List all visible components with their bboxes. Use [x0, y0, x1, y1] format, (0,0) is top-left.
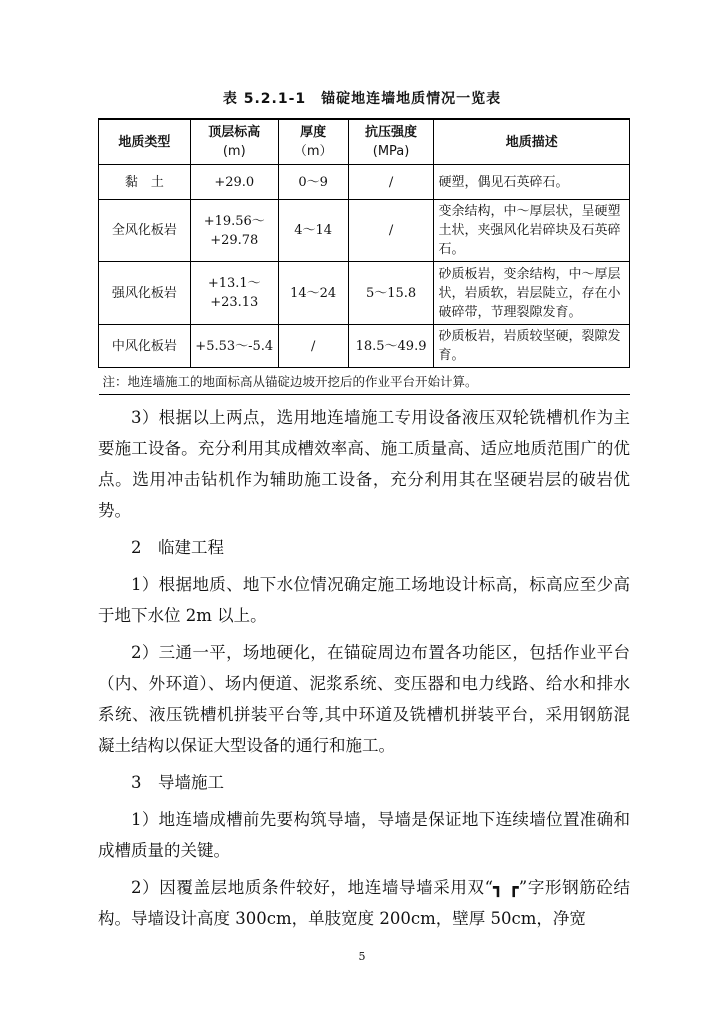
cell-type: 中风化板岩 — [99, 325, 191, 368]
cell-desc: 变余结构，中～厚层状，呈硬塑土状，夹强风化岩碎块及石英碎石。 — [434, 200, 630, 262]
cell-desc: 砂质板岩，变余结构，中～厚层状，岩质软，岩层陡立，存在小破碎带，节理裂隙发育。 — [434, 262, 630, 325]
cell-type: 黏 土 — [99, 165, 191, 200]
cell-strength: 18.5～49.9 — [348, 325, 434, 368]
paragraph: 2）因覆盖层地质条件较好，地连墙导墙采用双“┓ ┏”字形钢筋砼结构。导墙设计高度 300cm，单肢宽度 200cm，壁厚 50cm，净宽 — [98, 878, 630, 928]
header-thickness: 厚度 （m） — [278, 119, 348, 165]
table-header-row — [99, 119, 630, 165]
table-row — [99, 200, 630, 262]
header-desc: 地质描述 — [434, 119, 630, 165]
cell-type: 全风化板岩 — [99, 200, 191, 262]
cell-desc: 硬塑，偶见石英碎石。 — [434, 165, 630, 200]
cell-top: +5.53～-5.4 — [190, 325, 278, 368]
cell-top: +13.1～+23.13 — [190, 262, 278, 325]
table-row — [99, 165, 630, 200]
cell-strength: 5～15.8 — [348, 262, 434, 325]
page-number: 5 — [358, 950, 366, 963]
paragraph: 3）根据以上两点，选用地连墙施工专用设备液压双轮铣槽机作为主要施工设备。充分利用其成槽效率高、施工质量高、适应地质范围广的优点。选用冲击钻机作为辅助施工设备，充分利用其在坚硬岩层的破岩优势。 — [98, 408, 630, 520]
body-text — [98, 402, 630, 940]
section-heading: 2 临建工程 — [131, 538, 224, 557]
cell-top: +19.56～+29.78 — [190, 200, 278, 262]
header-strength: 抗压强度 (MPa) — [348, 119, 434, 165]
cell-strength: / — [348, 165, 434, 200]
table-row — [99, 262, 630, 325]
table-note-row — [99, 368, 630, 395]
table-caption: 表 5.2.1-1 锚碇地连墙地质情况一览表 — [222, 91, 502, 107]
cell-thickness: / — [278, 325, 348, 368]
cell-top: +29.0 — [190, 165, 278, 200]
cell-strength: / — [348, 200, 434, 262]
geology-table — [98, 118, 630, 395]
cell-type: 强风化板岩 — [99, 262, 191, 325]
header-type: 地质类型 — [99, 119, 191, 165]
paragraph: 1）地连墙成槽前先要构筑导墙，导墙是保证地下连续墙位置准确和成槽质量的关键。 — [98, 810, 630, 860]
section-heading: 3 导墙施工 — [131, 773, 224, 792]
cell-thickness: 4～14 — [278, 200, 348, 262]
paragraph: 1）根据地质、地下水位情况确定施工场地设计标高，标高应至少高于地下水位 2m 以上。 — [98, 575, 630, 625]
cell-thickness: 0～9 — [278, 165, 348, 200]
header-top: 顶层标高 (m) — [190, 119, 278, 165]
table-note: 注：地连墙施工的地面标高从锚碇边坡开挖后的作业平台开始计算。 — [99, 368, 630, 395]
cell-desc: 砂质板岩，岩质较坚硬，裂隙发育。 — [434, 325, 630, 368]
cell-thickness: 14～24 — [278, 262, 348, 325]
table-row — [99, 325, 630, 368]
paragraph: 2）三通一平，场地硬化，在锚碇周边布置各功能区，包括作业平台（内、外环道）、场内便道、泥浆系统、变压器和电力线路、给水和排水系统、液压铣槽机拼装平台等,其中环道及铣槽机拼装平台，采用钢筋混凝土结构以保证大型设备的通行和施工。 — [98, 643, 630, 755]
